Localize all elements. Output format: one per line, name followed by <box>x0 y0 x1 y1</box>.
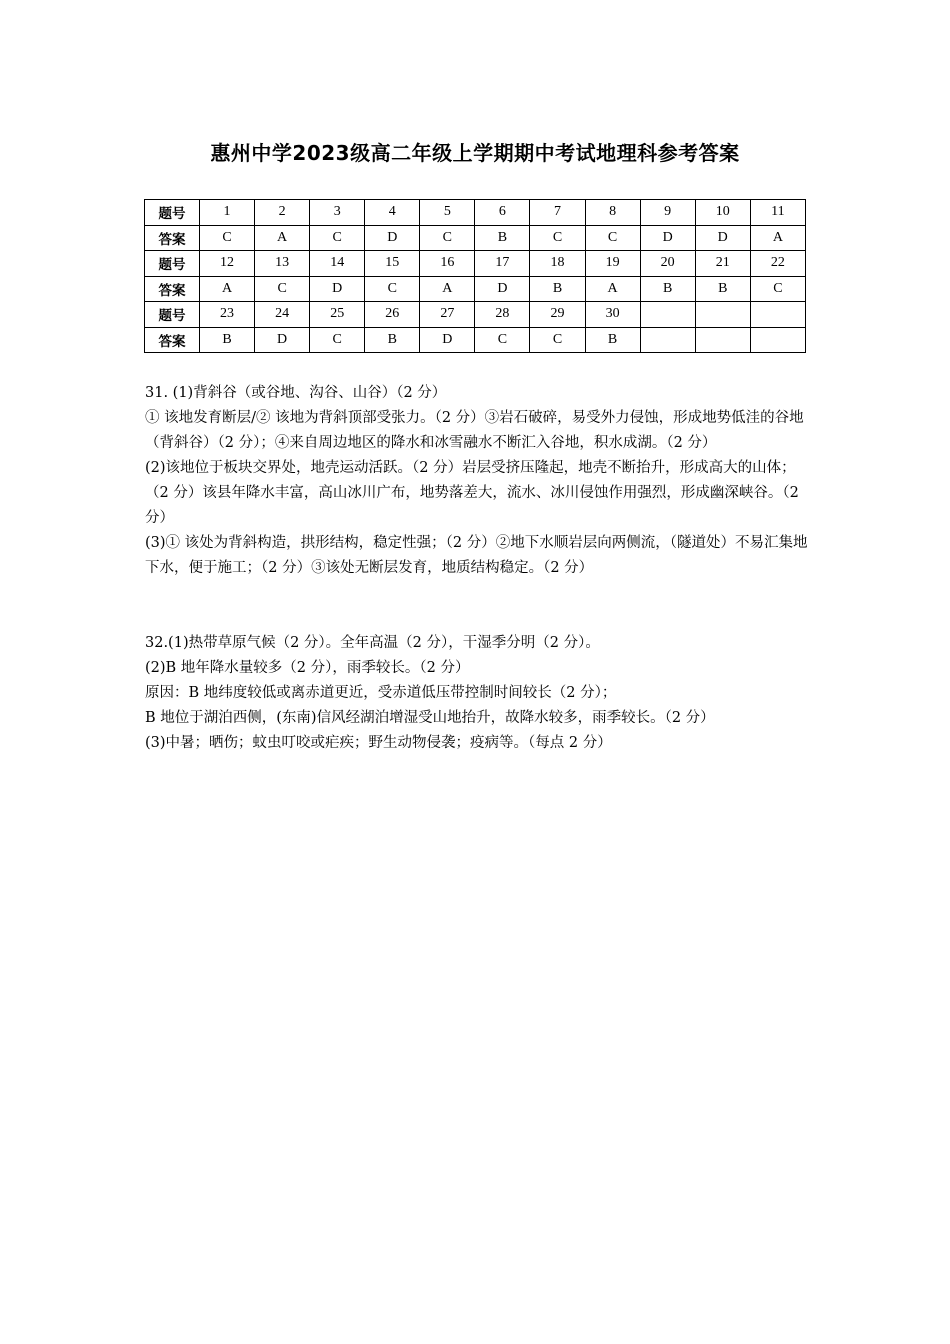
question-number-cell: 18 <box>530 251 585 277</box>
q32-line: 原因：B 地纬度较低或离赤道更近，受赤道低压带控制时间较长（2 分）； <box>145 685 617 701</box>
question-number-cell: 5 <box>420 200 475 226</box>
answer-cell: A <box>255 225 310 251</box>
question-number-cell: 22 <box>750 251 805 277</box>
question-number-cell: 21 <box>695 251 750 277</box>
answer-cell: C <box>200 225 255 251</box>
question-number-cell: 29 <box>530 302 585 328</box>
answer-cell <box>695 327 750 353</box>
question-number-cell: 30 <box>585 302 640 328</box>
answer-cell: B <box>640 276 695 302</box>
answer-cell: C <box>310 327 365 353</box>
question-number-cell: 4 <box>365 200 420 226</box>
question-number-cell: 25 <box>310 302 365 328</box>
q32-line: B 地位于湖泊西侧，(东南)信风经湖泊增湿受山地抬升，故降水较多，雨季较长。（2 分） <box>145 710 715 726</box>
row-header: 题号 <box>145 251 200 277</box>
answer-cell <box>640 327 695 353</box>
answer-table <box>144 199 806 353</box>
question-number-cell <box>695 302 750 328</box>
question-number-cell <box>750 302 805 328</box>
answer-cell: C <box>420 225 475 251</box>
row-header: 题号 <box>145 200 200 226</box>
answer-cell: D <box>255 327 310 353</box>
answer-cell: B <box>475 225 530 251</box>
question-number-cell: 3 <box>310 200 365 226</box>
question-number-cell: 13 <box>255 251 310 277</box>
answer-cell: C <box>585 225 640 251</box>
question-number-cell: 23 <box>200 302 255 328</box>
answer-cell: D <box>310 276 365 302</box>
question-number-cell: 6 <box>475 200 530 226</box>
answer-cell <box>750 327 805 353</box>
answer-cell: D <box>420 327 475 353</box>
q31-line: ① 该地发育断层/② 该地为背斜顶部受张力。（2 分）③岩石破碎，易受外力侵蚀，形成地势低洼的谷地（背斜谷）（2 分）；④来自周边地区的降水和冰雪融水不断汇入谷地，积水成湖。（2 分） <box>145 410 804 451</box>
question-number-cell: 19 <box>585 251 640 277</box>
answer-cell: C <box>310 225 365 251</box>
question-number-cell: 11 <box>750 200 805 226</box>
q31-line: (2)该地位于板块交界处，地壳运动活跃。（2 分）岩层受挤压隆起，地壳不断抬升，形成高大的山体；（2 分）该县年降水丰富，高山冰川广布，地势落差大，流水、冰川侵蚀作用强烈，形成幽深峡谷。（2 分） <box>145 460 799 526</box>
answer-row <box>145 327 806 353</box>
row-header: 答案 <box>145 327 200 353</box>
q32-line: 32.(1)热带草原气候（2 分）。全年高温（2 分），干湿季分明（2 分）。 <box>145 635 600 651</box>
question-number-cell: 14 <box>310 251 365 277</box>
answer-cell: B <box>530 276 585 302</box>
answer-cell: B <box>365 327 420 353</box>
question-32-answer <box>145 631 810 756</box>
answer-cell: C <box>530 327 585 353</box>
question-number-cell: 7 <box>530 200 585 226</box>
answer-row <box>145 225 806 251</box>
page-title: 惠州中学2023级高二年级上学期期中考试地理科参考答案 <box>210 141 740 165</box>
answer-cell: C <box>750 276 805 302</box>
question-number-cell: 9 <box>640 200 695 226</box>
question-number-row <box>145 200 806 226</box>
answer-cell: C <box>475 327 530 353</box>
q32-line: (3)中暑；晒伤；蚊虫叮咬或疟疾；野生动物侵袭；疫病等。（每点 2 分） <box>145 735 612 751</box>
question-number-cell: 8 <box>585 200 640 226</box>
question-number-cell: 1 <box>200 200 255 226</box>
answer-cell: B <box>695 276 750 302</box>
question-number-cell <box>640 302 695 328</box>
question-number-cell: 17 <box>475 251 530 277</box>
question-number-cell: 2 <box>255 200 310 226</box>
question-number-cell: 15 <box>365 251 420 277</box>
answer-cell: D <box>695 225 750 251</box>
answer-cell: A <box>585 276 640 302</box>
answer-cell: A <box>420 276 475 302</box>
question-number-cell: 28 <box>475 302 530 328</box>
row-header: 答案 <box>145 276 200 302</box>
question-number-cell: 27 <box>420 302 475 328</box>
row-header: 题号 <box>145 302 200 328</box>
answer-cell: C <box>255 276 310 302</box>
question-number-row <box>145 302 806 328</box>
question-number-cell: 26 <box>365 302 420 328</box>
question-number-row <box>145 251 806 277</box>
answer-cell: D <box>365 225 420 251</box>
question-31-answer <box>145 381 810 581</box>
question-number-cell: 16 <box>420 251 475 277</box>
q31-line: 31. (1)背斜谷（或谷地、沟谷、山谷）（2 分） <box>145 385 447 401</box>
answer-cell: D <box>640 225 695 251</box>
question-number-cell: 20 <box>640 251 695 277</box>
answer-cell: B <box>585 327 640 353</box>
answer-cell: B <box>200 327 255 353</box>
q32-line: (2)B 地年降水量较多（2 分），雨季较长。（2 分） <box>145 660 470 676</box>
q31-line: (3)① 该处为背斜构造，拱形结构，稳定性强；（2 分）②地下水顺岩层向两侧流，（隧道处）不易汇集地下水，便于施工；（2 分）③该处无断层发育，地质结构稳定。（2 分） <box>145 535 808 576</box>
question-number-cell: 12 <box>200 251 255 277</box>
row-header: 答案 <box>145 225 200 251</box>
answer-cell: C <box>365 276 420 302</box>
answer-cell: C <box>530 225 585 251</box>
answer-cell: D <box>475 276 530 302</box>
answer-cell: A <box>750 225 805 251</box>
answer-row <box>145 276 806 302</box>
answer-cell: A <box>200 276 255 302</box>
question-number-cell: 10 <box>695 200 750 226</box>
question-number-cell: 24 <box>255 302 310 328</box>
